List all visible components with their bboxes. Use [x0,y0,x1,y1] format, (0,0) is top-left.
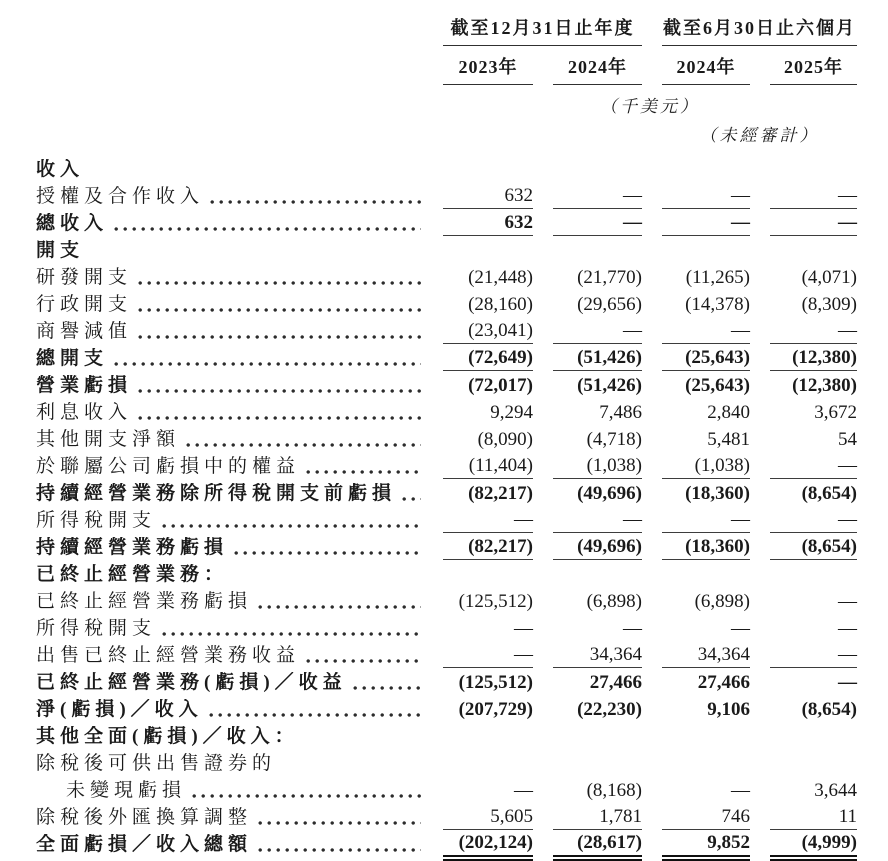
cell-value: 746 [662,806,750,830]
cell-value: (207,729) [458,699,533,720]
cell-value: (23,041) [443,320,533,344]
cell-value: — [770,185,857,209]
row-label: 已終止經營業務(虧損)／收益 [36,672,347,693]
cell-value: — [553,320,642,344]
cell-value: 5,605 [443,806,533,830]
cell-value: — [770,509,857,533]
cell-value: 632 [443,185,533,209]
cell-value: 9,106 [707,699,750,720]
cell-value: — [770,455,857,479]
row-label: 持續經營業務虧損 [36,537,229,558]
row-label-cell [36,267,423,290]
dot-leader [234,550,421,556]
cell-value: — [838,618,857,639]
cell-value: — [553,509,642,533]
dot-leader [138,334,421,340]
dot-leader [192,793,421,799]
table-row [36,749,888,776]
cell-value: (8,654) [770,536,857,560]
dot-leader [138,415,421,421]
cell-value: (49,696) [553,536,642,560]
row-label: 授權及合作收入 [36,186,205,207]
cell-value: (4,718) [586,429,642,450]
cell-value: — [662,212,750,236]
table-body [36,155,888,857]
dot-leader [306,658,421,664]
cell-value: (72,017) [468,375,533,396]
cell-value: — [623,618,642,639]
cell-value: (8,090) [477,429,533,450]
cell-value: 27,466 [697,672,750,693]
table-row [36,425,888,452]
row-label: 開支 [36,240,85,261]
row-label: 總收入 [36,213,109,234]
cell-value: (18,360) [662,536,750,560]
cell-value: — [838,591,857,612]
row-label-cell [36,726,423,749]
row-label-cell [36,294,423,317]
unaudited-note: （未經審計） [699,126,820,145]
dot-leader [402,496,421,502]
dot-leader [258,604,421,610]
dot-leader [114,361,421,367]
column-header-2024-annual: 2024年 [553,46,642,85]
cell-value: (8,654) [801,483,857,504]
row-label-cell [36,186,423,209]
row-label: 除稅後外匯換算調整 [36,807,253,828]
cell-value: (6,898) [586,591,642,612]
row-label-cell [36,780,423,803]
row-label: 總開支 [36,348,109,369]
cell-value: — [770,212,857,236]
table-unit-note-row [36,85,888,117]
row-label-cell [36,834,423,857]
dot-leader [138,307,421,313]
cell-value: — [443,509,533,533]
cell-value: 27,466 [589,672,642,693]
cell-value: (18,360) [685,483,750,504]
row-label-cell [36,483,423,506]
cell-value: — [514,618,533,639]
table-row [36,263,888,290]
column-header-2024-interim: 2024年 [662,46,750,85]
row-label: 其他開支淨額 [36,429,181,450]
row-label-cell [36,618,423,641]
table-row [36,344,888,371]
row-label: 除稅後可供出售證券的 [36,753,277,774]
cell-value: (8,309) [801,294,857,315]
cell-value: — [838,672,857,693]
row-label: 淨(虧損)／收入 [36,699,203,720]
row-label: 營業虧損 [36,375,133,396]
table-row [36,830,888,857]
cell-value: 11 [770,806,857,830]
table-row [36,587,888,614]
cell-value: 34,364 [553,644,642,668]
row-label-cell [36,348,423,371]
cell-value: (51,426) [577,375,642,396]
row-label-cell [36,645,423,668]
table-header-groups [36,14,888,46]
table-row [36,641,888,668]
table-row [36,155,888,182]
cell-value: (14,378) [685,294,750,315]
row-label-cell [36,456,423,479]
table-row [36,371,888,398]
row-label: 持續經營業務除所得稅開支前虧損 [36,483,397,504]
cell-value: (1,038) [662,455,750,479]
cell-value: — [770,320,857,344]
dot-leader [114,226,421,232]
header-spacer [36,85,423,117]
table-row [36,776,888,803]
cell-value: (125,512) [458,672,533,693]
table-row [36,317,888,344]
dot-leader [138,280,421,286]
row-label: 已終止經營業務虧損 [36,591,253,612]
cell-value: (12,380) [792,375,857,396]
row-label: 其他全面(虧損)／收入： [36,726,299,747]
row-label: 未變現虧損 [66,780,187,801]
column-group-six-months: 截至6月30日止六個月 [662,14,857,46]
table-row [36,398,888,425]
table-row [36,722,888,749]
cell-value: — [731,618,750,639]
cell-value: (11,404) [443,455,533,479]
table-audit-note-row [36,117,888,146]
header-spacer [36,14,423,46]
row-label-cell [36,213,423,236]
cell-value: (22,230) [577,699,642,720]
dot-leader [186,442,421,448]
table-row [36,695,888,722]
cell-value: 5,481 [707,429,750,450]
cell-value: (21,448) [468,267,533,288]
table-row [36,506,888,533]
table-row [36,560,888,587]
cell-value: 632 [443,212,533,236]
cell-value: 54 [838,429,857,450]
row-label-cell [36,321,423,344]
cell-value: (51,426) [553,347,642,371]
cell-value: (49,696) [577,483,642,504]
table-row [36,479,888,506]
cell-value: — [514,780,533,801]
cell-value: 34,364 [662,644,750,668]
header-spacer [36,117,423,146]
row-label-cell [36,591,423,614]
cell-value: — [553,185,642,209]
row-label: 所得稅開支 [36,618,157,639]
dot-leader [353,685,421,691]
row-label-cell [36,753,423,776]
cell-value: 9,294 [490,402,533,423]
column-header-2025-interim: 2025年 [770,46,857,85]
dot-leader [306,469,421,475]
cell-value: 9,852 [662,832,750,857]
row-label: 出售已終止經營業務收益 [36,645,301,666]
row-label-cell [36,537,423,560]
row-label-cell [36,402,423,425]
row-label-cell [36,807,423,830]
dot-leader [258,847,421,853]
row-label-cell [36,564,423,587]
cell-value: (25,643) [685,375,750,396]
row-label: 於聯屬公司虧損中的權益 [36,456,301,477]
cell-value: (21,770) [577,267,642,288]
row-label: 已終止經營業務： [36,564,229,585]
cell-value: (8,168) [586,780,642,801]
cell-value: (6,898) [694,591,750,612]
cell-value: 3,644 [814,780,857,801]
row-label: 利息收入 [36,402,133,423]
table-row [36,614,888,641]
cell-value: (125,512) [458,591,533,612]
table-row [36,452,888,479]
dot-leader [138,388,421,394]
dot-leader [209,712,421,718]
table-row [36,182,888,209]
row-label: 所得稅開支 [36,510,157,531]
table-row [36,209,888,236]
cell-value: 7,486 [599,402,642,423]
unit-note: （千美元） [600,97,700,116]
cell-value: (8,654) [801,699,857,720]
cell-value: (11,265) [685,267,750,288]
cell-value: — [662,320,750,344]
dot-leader [162,631,421,637]
cell-value: — [770,644,857,668]
table-row [36,290,888,317]
dot-leader [210,199,421,205]
cell-value: — [662,185,750,209]
cell-value: 3,672 [814,402,857,423]
cell-value: (25,643) [662,347,750,371]
dot-leader [258,820,421,826]
cell-value: (72,649) [443,347,533,371]
row-label-cell [36,375,423,398]
table-header-years [36,46,888,85]
table-row [36,668,888,695]
column-header-2023: 2023年 [443,46,533,85]
row-label-cell [36,510,423,533]
cell-value: (82,217) [443,536,533,560]
cell-value: (82,217) [468,483,533,504]
column-group-year-ended: 截至12月31日止年度 [443,14,642,46]
row-label: 商譽減值 [36,321,133,342]
dot-leader [162,523,421,529]
cell-value: (1,038) [553,455,642,479]
cell-value: (202,124) [443,832,533,857]
cell-value: 1,781 [553,806,642,830]
cell-value: — [553,212,642,236]
row-label-cell [36,699,423,722]
cell-value: 2,840 [707,402,750,423]
table-row [36,236,888,263]
row-label: 研發開支 [36,267,133,288]
cell-value: (4,071) [801,267,857,288]
table-row [36,533,888,560]
cell-value: — [443,644,533,668]
cell-value: (12,380) [770,347,857,371]
row-label: 全面虧損／收入總額 [36,834,253,855]
cell-value: (4,999) [770,832,857,857]
row-label-cell [36,672,423,695]
row-label-cell [36,240,423,263]
row-label: 行政開支 [36,294,133,315]
row-label-cell [36,159,423,182]
cell-value: (29,656) [577,294,642,315]
cell-value: (28,617) [553,832,642,857]
row-label-cell [36,429,423,452]
row-label: 收入 [36,159,85,180]
header-spacer [36,46,423,85]
cell-value: — [662,509,750,533]
cell-value: (28,160) [468,294,533,315]
cell-value: — [731,780,750,801]
